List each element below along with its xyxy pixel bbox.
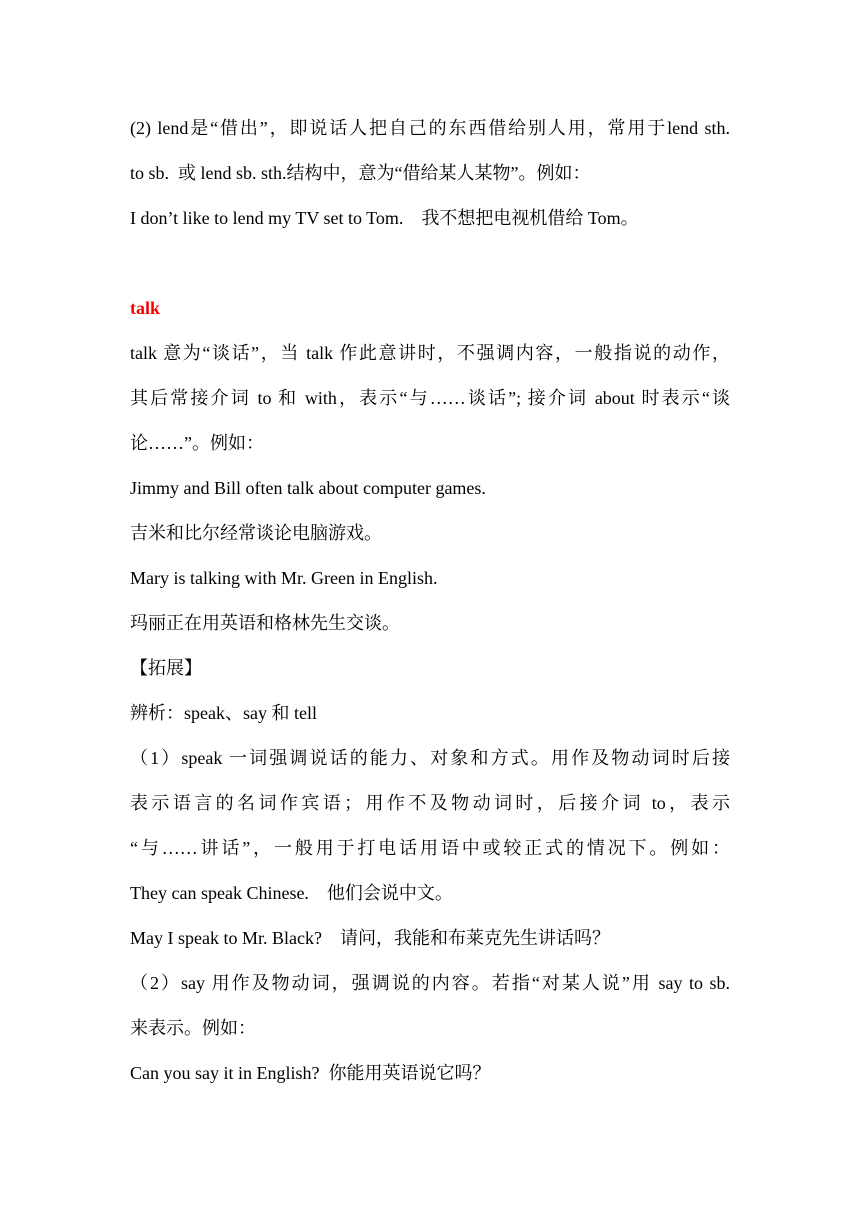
say-definition-line-2: 来表示。例如：	[130, 1018, 256, 1038]
talk-definition-line-1: talk 意为“谈话”，当 talk 作此意讲时，不强调内容，一般指说的动作，	[130, 343, 730, 363]
talk-example-2-en: Mary is talking with Mr. Green in English.	[130, 568, 438, 588]
lend-example: I don’t like to lend my TV set to Tom. 我不想把电视机借给 Tom。	[130, 208, 639, 228]
talk-example-1-zh: 吉米和比尔经常谈论电脑游戏。	[130, 523, 382, 543]
talk-definition-line-3: 论……”。例如：	[130, 433, 264, 453]
say-example: Can you say it in English? 你能用英语说它吗？	[130, 1063, 491, 1083]
say-definition-line-1: （2）say 用作及物动词，强调说的内容。若指“对某人说”用 say to sb.	[130, 973, 730, 993]
extension-heading: 【拓展】	[130, 658, 202, 678]
talk-definition-line-2: 其后常接介词 to 和 with，表示“与……谈话”; 接介词 about 时表示“谈	[130, 388, 730, 408]
talk-example-2-zh: 玛丽正在用英语和格林先生交谈。	[130, 613, 400, 633]
section-heading-talk: talk	[130, 298, 161, 318]
speak-definition-line-2: 表示语言的名词作宾语；用作不及物动词时，后接介词 to，表示	[130, 793, 730, 813]
speak-definition-line-3: “与……讲话”，一般用于打电话用语中或较正式的情况下。例如：	[130, 838, 730, 858]
speak-definition-line-1: （1）speak 一词强调说话的能力、对象和方式。用作及物动词时后接	[130, 748, 730, 768]
lend-definition-line-1: (2) lend是“借出”，即说话人把自己的东西借给别人用，常用于lend sth.	[130, 118, 730, 138]
discrimination-title: 辨析：speak、say 和 tell	[130, 703, 317, 723]
speak-example-1: They can speak Chinese. 他们会说中文。	[130, 883, 453, 903]
speak-example-2: May I speak to Mr. Black? 请问，我能和布莱克先生讲话吗？	[130, 928, 610, 948]
lend-definition-line-2: to sb. 或 lend sb. sth.结构中，意为“借给某人某物”。例如：	[130, 163, 591, 183]
talk-example-1-en: Jimmy and Bill often talk about computer games.	[130, 478, 486, 498]
